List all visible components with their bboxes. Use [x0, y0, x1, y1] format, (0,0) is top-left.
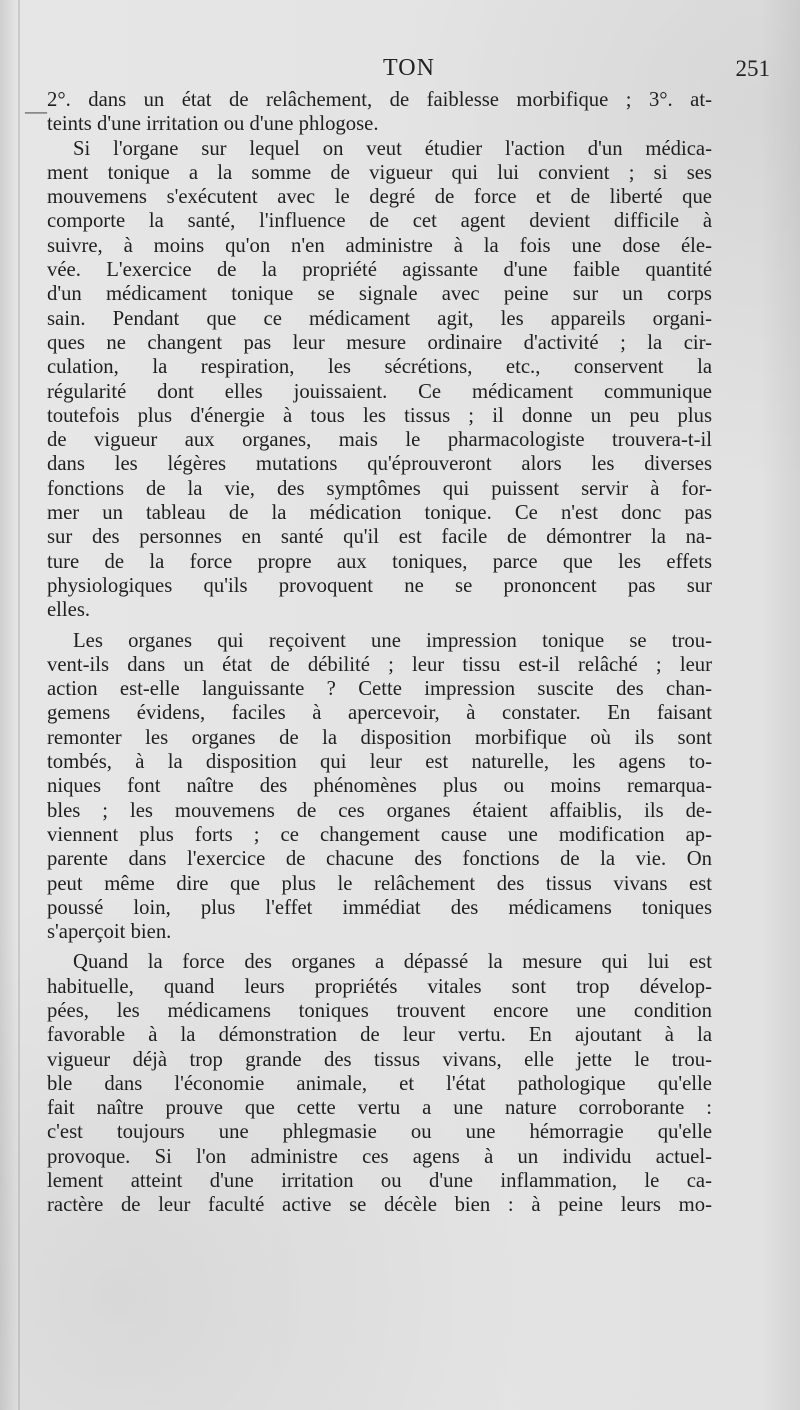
text-line: provoque. Si l'on administre ces agens à un individu actuel- [47, 1145, 712, 1168]
text-line: sain. Pendant que ce médicament agit, les appareils organi- [47, 307, 712, 330]
page-header [48, 55, 770, 89]
text-line: ques ne changent pas leur mesure ordinaire d'activité ; la cir- [47, 331, 712, 354]
paragraph-continuation [47, 88, 712, 137]
body-text [47, 88, 712, 1218]
text-line: mer un tableau de la médication tonique. Ce n'est donc pas [47, 502, 712, 525]
text-line: lement atteint d'une irritation ou d'une inflammation, le ca- [47, 1170, 712, 1193]
text-line: bles ; les mouvemens de ces organes étaient affaiblis, ils de- [47, 799, 712, 822]
running-title: TON [383, 55, 435, 81]
text-line: parente dans l'exercice de chacune des fonctions de la vie. On [47, 848, 712, 871]
text-line: viennent plus forts ; ce changement cause une modification ap- [47, 823, 712, 846]
text-line: toutefois plus d'énergie à tous les tissus ; il donne un peu plus [47, 404, 712, 427]
text-line: teints d'une irritation ou d'une phlogose. [47, 113, 379, 136]
text-line: ture de la force propre aux toniques, parce que les effets [47, 550, 712, 573]
text-line: favorable à la démonstration de leur vertu. En ajoutant à la [47, 1024, 712, 1047]
text-line: poussé loin, plus l'effet immédiat des médicamens toniques [47, 896, 712, 919]
text-line: niques font naître des phénomènes plus ou moins remarqua- [47, 775, 712, 798]
text-line: elles. [47, 599, 91, 622]
text-line: pées, les médicamens toniques trouvent encore une condition [47, 999, 712, 1022]
text-line: comporte la santé, l'influence de cet agent devient difficile à [47, 210, 712, 233]
text-line: Les organes qui reçoivent une impression tonique se trou- [73, 629, 712, 652]
text-line: action est-elle languissante ? Cette impression suscite des chan- [47, 678, 712, 701]
text-line: ment tonique a la somme de vigueur qui lui convient ; si ses [47, 161, 712, 184]
text-line: mouvemens s'exécutent avec le degré de force et de liberté que [47, 186, 712, 209]
text-line: Quand la force des organes a dépassé la mesure qui lui est [73, 951, 712, 974]
paragraph-tonique-sain [47, 137, 712, 623]
text-line: sur des personnes en santé qu'il est facile de démontrer la na- [47, 526, 712, 549]
text-line: régularité dont elles jouissaient. Ce médicament communique [47, 380, 712, 403]
text-line: vée. L'exercice de la propriété agissante d'une faible quantité [47, 259, 712, 282]
paragraph-force-organes [47, 950, 712, 1217]
text-line: 2°. dans un état de relâchement, de faiblesse morbifique ; 3°. at- [47, 89, 712, 111]
text-line: d'un médicament tonique se signale avec peine sur un corps [47, 283, 712, 306]
text-line: tombés, à la disposition qui leur est naturelle, les agens to- [47, 751, 712, 774]
text-line: ractère de leur faculté active se décèle bien : à peine leurs mo- [47, 1194, 712, 1217]
text-line: suivre, à moins qu'on n'en administre à la fois une dose éle- [47, 234, 712, 257]
text-line: ble dans l'économie animale, et l'état pathologique qu'elle [47, 1072, 712, 1095]
margin-dash-mark: — [25, 98, 47, 123]
text-line: Si l'organe sur lequel on veut étudier l'action d'un médica- [73, 137, 712, 160]
page-number: 251 [735, 56, 770, 81]
text-line: fonctions de la vie, des symptômes qui puissent servir à for- [47, 477, 712, 500]
text-line: c'est toujours une phlegmasie ou une hémorragie qu'elle [47, 1121, 712, 1144]
text-line: dans les légères mutations qu'éprouveront alors les diverses [47, 453, 712, 476]
text-line: culation, la respiration, les sécrétions, etc., conservent la [47, 356, 712, 379]
text-line: gemens évidens, faciles à apercevoir, à constater. En faisant [47, 702, 712, 725]
text-line: physiologiques qu'ils provoquent ne se prononcent pas sur [47, 574, 712, 597]
text-line: s'aperçoit bien. [47, 921, 172, 944]
paragraph-debilite [47, 629, 712, 945]
text-line: de vigueur aux organes, mais le pharmacologiste trouvera-t-il [47, 429, 712, 452]
text-line: vent-ils dans un état de débilité ; leur tissu est-il relâché ; leur [47, 653, 712, 676]
text-line: fait naître prouve que cette vertu a une nature corroborante : [47, 1097, 712, 1120]
text-line: vigueur déjà trop grande des tissus vivans, elle jette le trou- [47, 1048, 712, 1071]
text-line: habituelle, quand leurs propriétés vitales sont trop dévelop- [47, 975, 712, 998]
text-line: remonter les organes de la disposition morbifique où ils sont [47, 726, 712, 749]
text-line: peut même dire que plus le relâchement des tissus vivans est [47, 872, 712, 895]
